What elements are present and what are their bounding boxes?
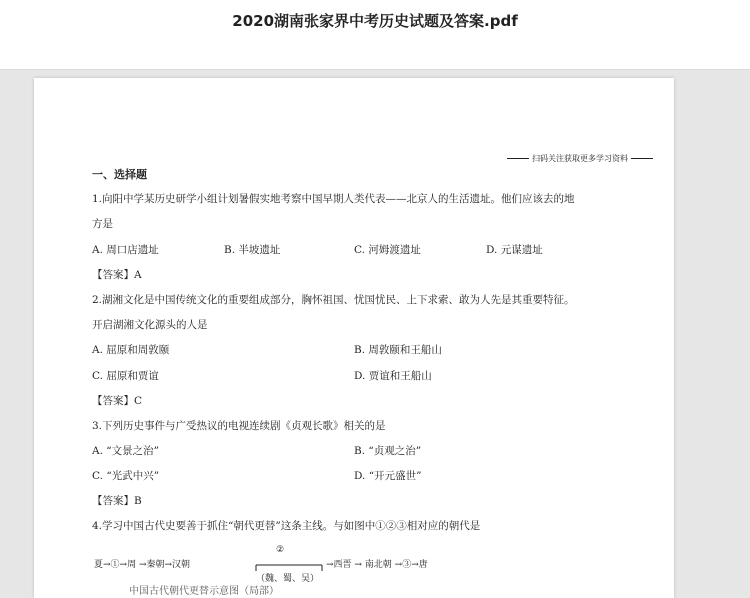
document-title: 2020湖南张家界中考历史试题及答案.pdf — [232, 12, 518, 30]
viewer-toolbar — [0, 0, 750, 70]
q3-answer: 【答案】B — [92, 495, 142, 507]
header-note-text: 扫码关注获取更多学习资料 — [532, 154, 628, 163]
q3-option-d: D. “开元盛世” — [354, 470, 422, 482]
q2-option-b: B. 周敦颐和王船山 — [354, 344, 442, 356]
pdf-page — [34, 78, 674, 598]
q4-line1: 4.学习中国古代史要善于抓住“朝代更替”这条主线。与如图中①②③相对应的朝代是 — [92, 520, 481, 532]
q1-line2: 方是 — [92, 218, 113, 230]
dash-left — [507, 158, 529, 159]
q3-option-b: B. “贞观之治” — [354, 445, 422, 457]
q3-option-a: A. “文景之治” — [92, 445, 159, 457]
q1-option-c: C. 河姆渡遗址 — [354, 244, 421, 256]
q2-option-a: A. 屈原和周敦颐 — [92, 344, 170, 356]
q1-answer: 【答案】A — [92, 269, 142, 281]
q1-option-d: D. 元谋遗址 — [486, 244, 543, 256]
diagram-chain-left: 夏→①→周 →秦朝→汉朝 — [94, 560, 191, 570]
q1-line1: 1.向阳中学某历史研学小组计划暑假实地考察中国早期人类代表——北京人的生活遗址。他们应该去的地 — [92, 193, 575, 205]
diagram-caption-cutoff: 中国古代朝代更替示意图（局部） — [129, 586, 279, 597]
dash-right — [631, 158, 653, 159]
q1-option-b: B. 半坡遗址 — [224, 244, 281, 256]
header-note — [504, 153, 656, 164]
q3-option-c: C. “光武中兴” — [92, 470, 160, 482]
q2-option-c: C. 屈原和贾谊 — [92, 370, 159, 382]
q3-line1: 3.下列历史事件与广受热议的电视连续剧《贞观长歌》相关的是 — [92, 420, 386, 432]
q2-line2: 开启湖湘文化源头的人是 — [92, 319, 208, 331]
diagram-sub: （魏、蜀、吴） — [256, 574, 320, 584]
diagram-marker-2: ② — [276, 545, 285, 555]
diagram-chain-right: →西晋 → 南北朝 →③→唐 — [326, 560, 428, 570]
q1-option-a: A. 周口店遗址 — [92, 244, 159, 256]
q2-line1: 2.湖湘文化是中国传统文化的重要组成部分，胸怀祖国、忧国忧民、上下求索、敢为人先是其重要特征。 — [92, 294, 575, 306]
q2-answer: 【答案】C — [92, 395, 143, 407]
q2-option-d: D. 贾谊和王船山 — [354, 370, 432, 382]
section-title: 一、选择题 — [92, 168, 147, 181]
